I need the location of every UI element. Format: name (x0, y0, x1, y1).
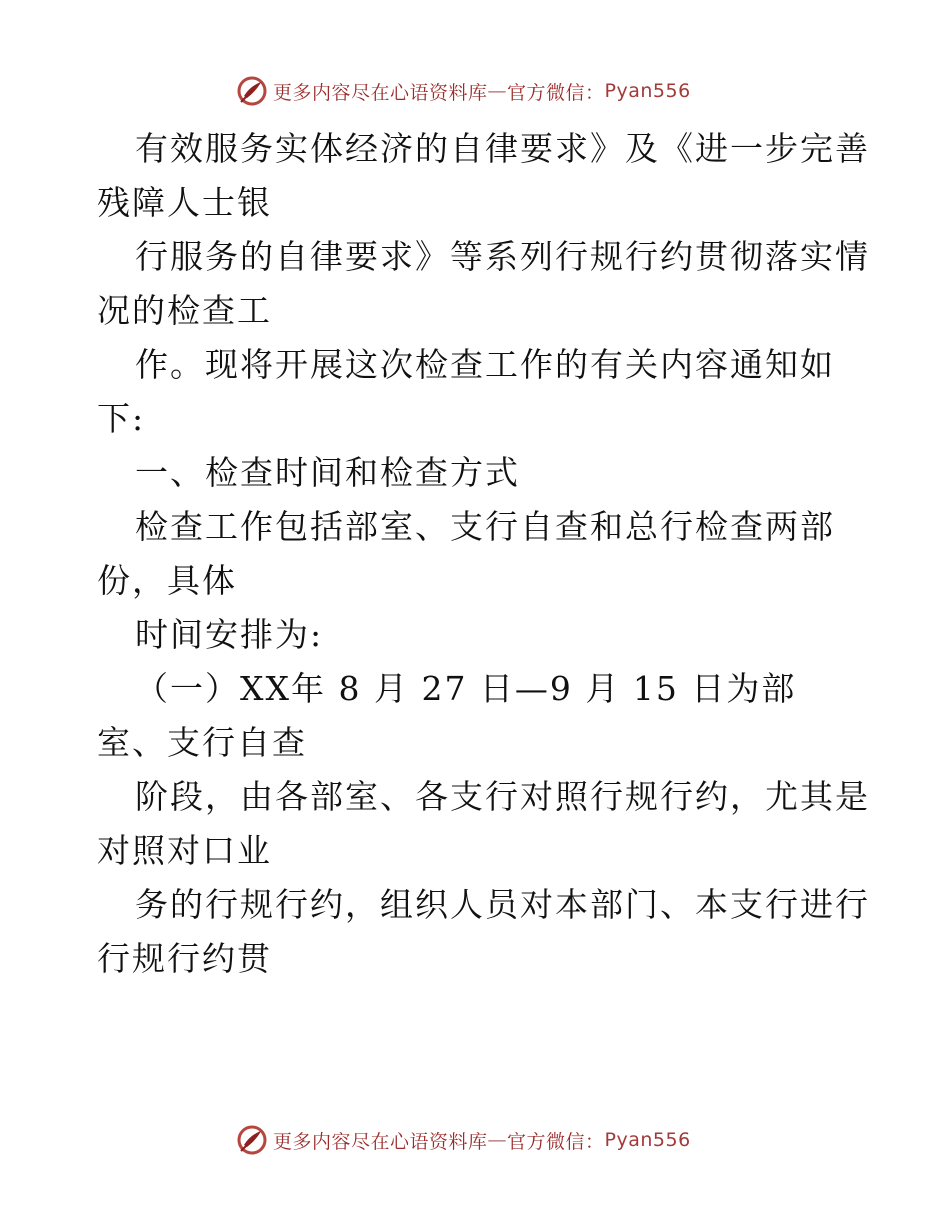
watermark-brand: 更多内容尽在心语资料库 (273, 81, 488, 104)
body-line: 行服务的自律要求》等系列行规行约贯彻落实情 (135, 237, 870, 276)
watermark-dash: — (487, 1129, 508, 1151)
section-heading: 一、检查时间和检查方式 (135, 453, 520, 492)
body-line: 下: (97, 399, 146, 438)
watermark-contact-label: 官方微信： (507, 81, 605, 104)
body-line: 残障人士银 (97, 183, 272, 222)
body-line: 有效服务实体经济的自律要求》及《进一步完善 (135, 129, 870, 168)
pen-logo-icon (235, 1123, 269, 1157)
body-line: 阶段，由各部室、各支行对照行规行约，尤其是 (135, 777, 870, 816)
header-watermark (235, 73, 691, 109)
body-line: 务的行规行约，组织人员对本部门、本支行进行 (135, 885, 870, 924)
watermark-brand: 更多内容尽在心语资料库 (273, 1130, 488, 1153)
watermark-handle: Pyan556 (604, 80, 691, 102)
body-line: 检查工作包括部室、支行自查和总行检查两部 (135, 507, 835, 546)
pen-logo-icon (235, 74, 269, 108)
body-line: 对照对口业 (97, 831, 272, 870)
body-line: 份，具体 (97, 561, 237, 600)
body-line: 况的检查工 (97, 291, 272, 330)
watermark-dash: — (487, 80, 508, 102)
body-line: 室、支行自查 (97, 723, 307, 762)
document-body (97, 122, 870, 986)
body-line: （一）XX年 8 月 27 日—9 月 15 日为部 (135, 669, 797, 708)
body-line: 时间安排为: (135, 615, 324, 654)
watermark-handle: Pyan556 (604, 1129, 691, 1151)
footer-watermark (235, 1122, 691, 1158)
body-line: 行规行约贯 (97, 939, 272, 978)
body-line: 作。现将开展这次检查工作的有关内容通知如 (135, 345, 835, 384)
watermark-contact-label: 官方微信： (507, 1130, 605, 1153)
